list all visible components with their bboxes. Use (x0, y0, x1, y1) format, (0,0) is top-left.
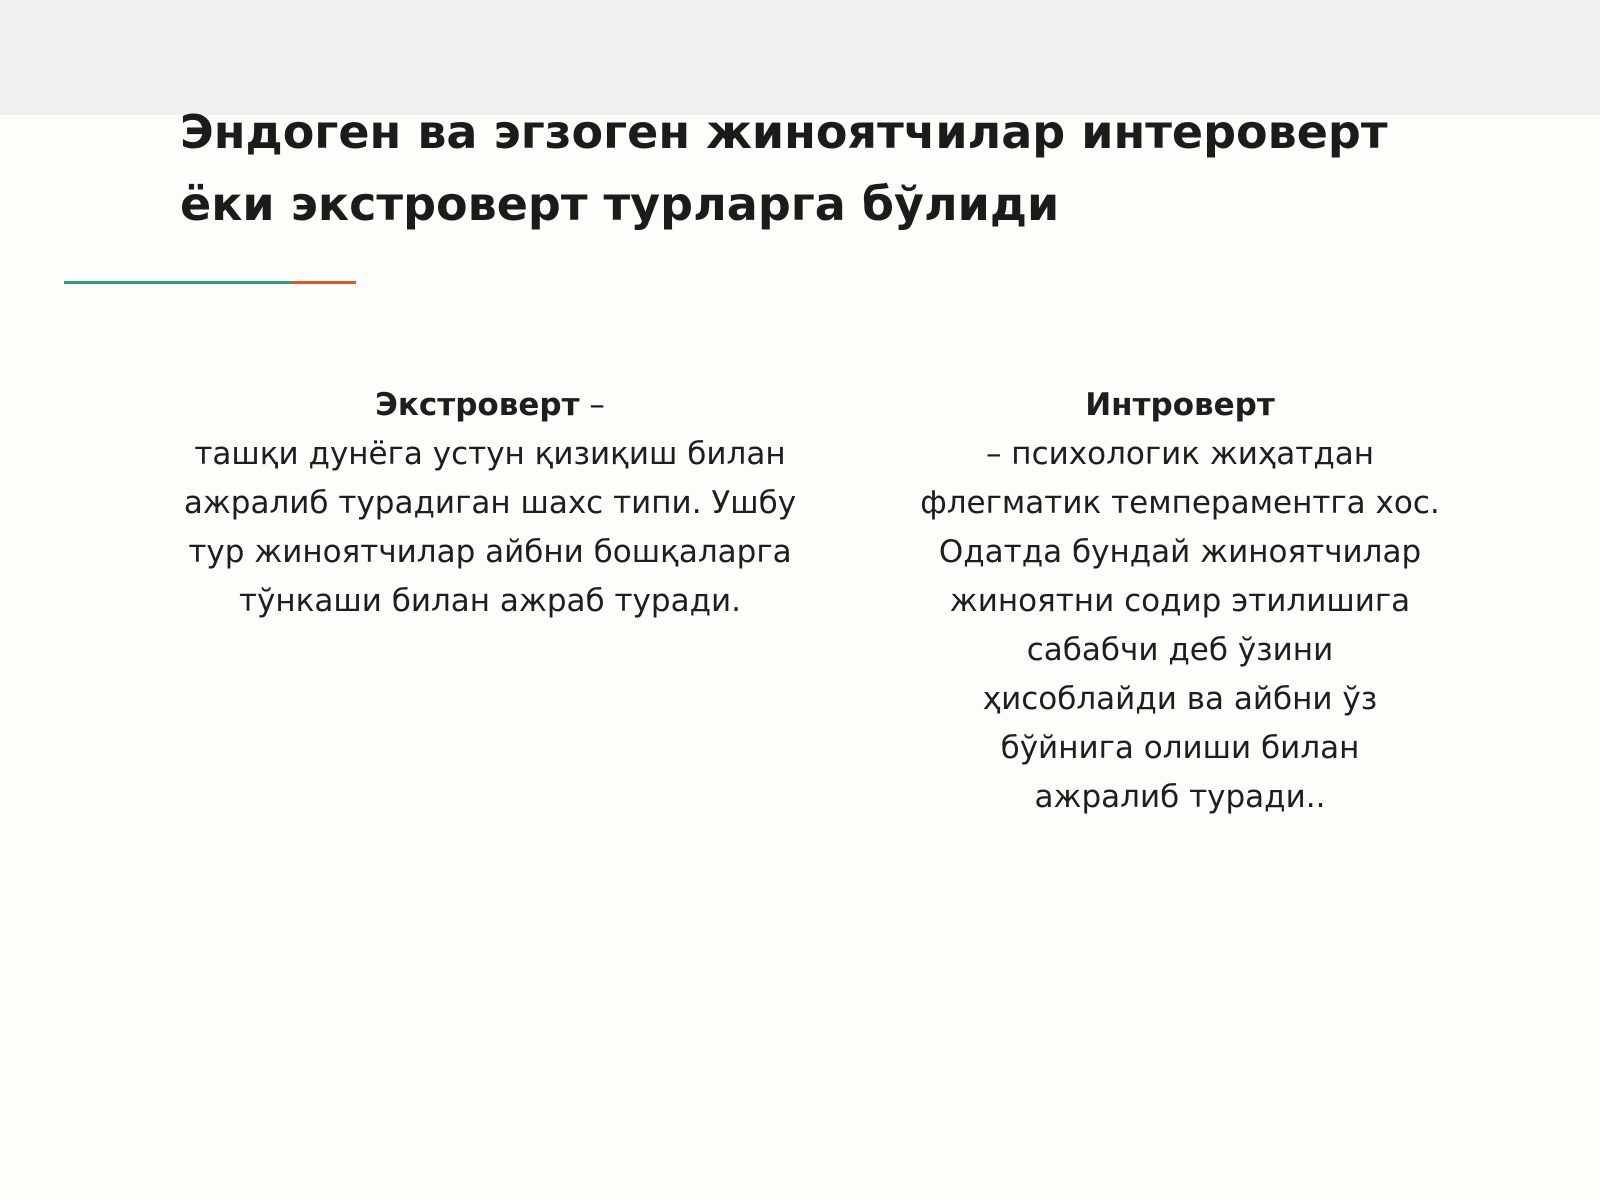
extrovert-text-line: тўнкаши билан ажраб туради. (238, 583, 742, 619)
extrovert-term: Экстроверт (375, 387, 580, 423)
introvert-text-line: бўйнига олиши билан (1000, 730, 1360, 766)
introvert-text-line: Одатда бундай жиноятчилар (938, 534, 1422, 570)
introvert-text-line: сабабчи деб ўзини (1026, 632, 1334, 668)
extrovert-text-line: ажралиб турадиган шахс типи. Ушбу (183, 485, 797, 521)
accent-divider-green (64, 281, 292, 284)
extrovert-text-line: тур жиноятчилар айбни бошқаларга (188, 534, 792, 570)
introvert-text-line: флегматик темпераментга хос. (920, 485, 1440, 521)
introvert-term: Интроверт (1085, 387, 1275, 423)
extrovert-column (150, 381, 830, 626)
introvert-text-line: – психологик жиҳатдан (985, 436, 1375, 472)
slide-title-line-2: ёки экстроверт турларга бўлиди (180, 177, 1060, 231)
introvert-text-line: жиноятни содир этилишига (949, 583, 1411, 619)
accent-divider (64, 281, 356, 284)
accent-divider-orange (292, 281, 356, 284)
extrovert-heading (150, 381, 830, 430)
introvert-text-line: ҳисоблайди ва айбни ўз (982, 681, 1378, 717)
extrovert-text-line: ташқи дунёга устун қизиқиш билан (194, 436, 786, 472)
slide-title-line-1: Эндоген ва эгзоген жиноятчилар интероверт (180, 105, 1388, 159)
slide-title (180, 96, 1520, 240)
extrovert-dash: – (579, 387, 605, 423)
introvert-column (880, 381, 1480, 822)
introvert-text-line: ажралиб туради.. (1034, 779, 1326, 815)
